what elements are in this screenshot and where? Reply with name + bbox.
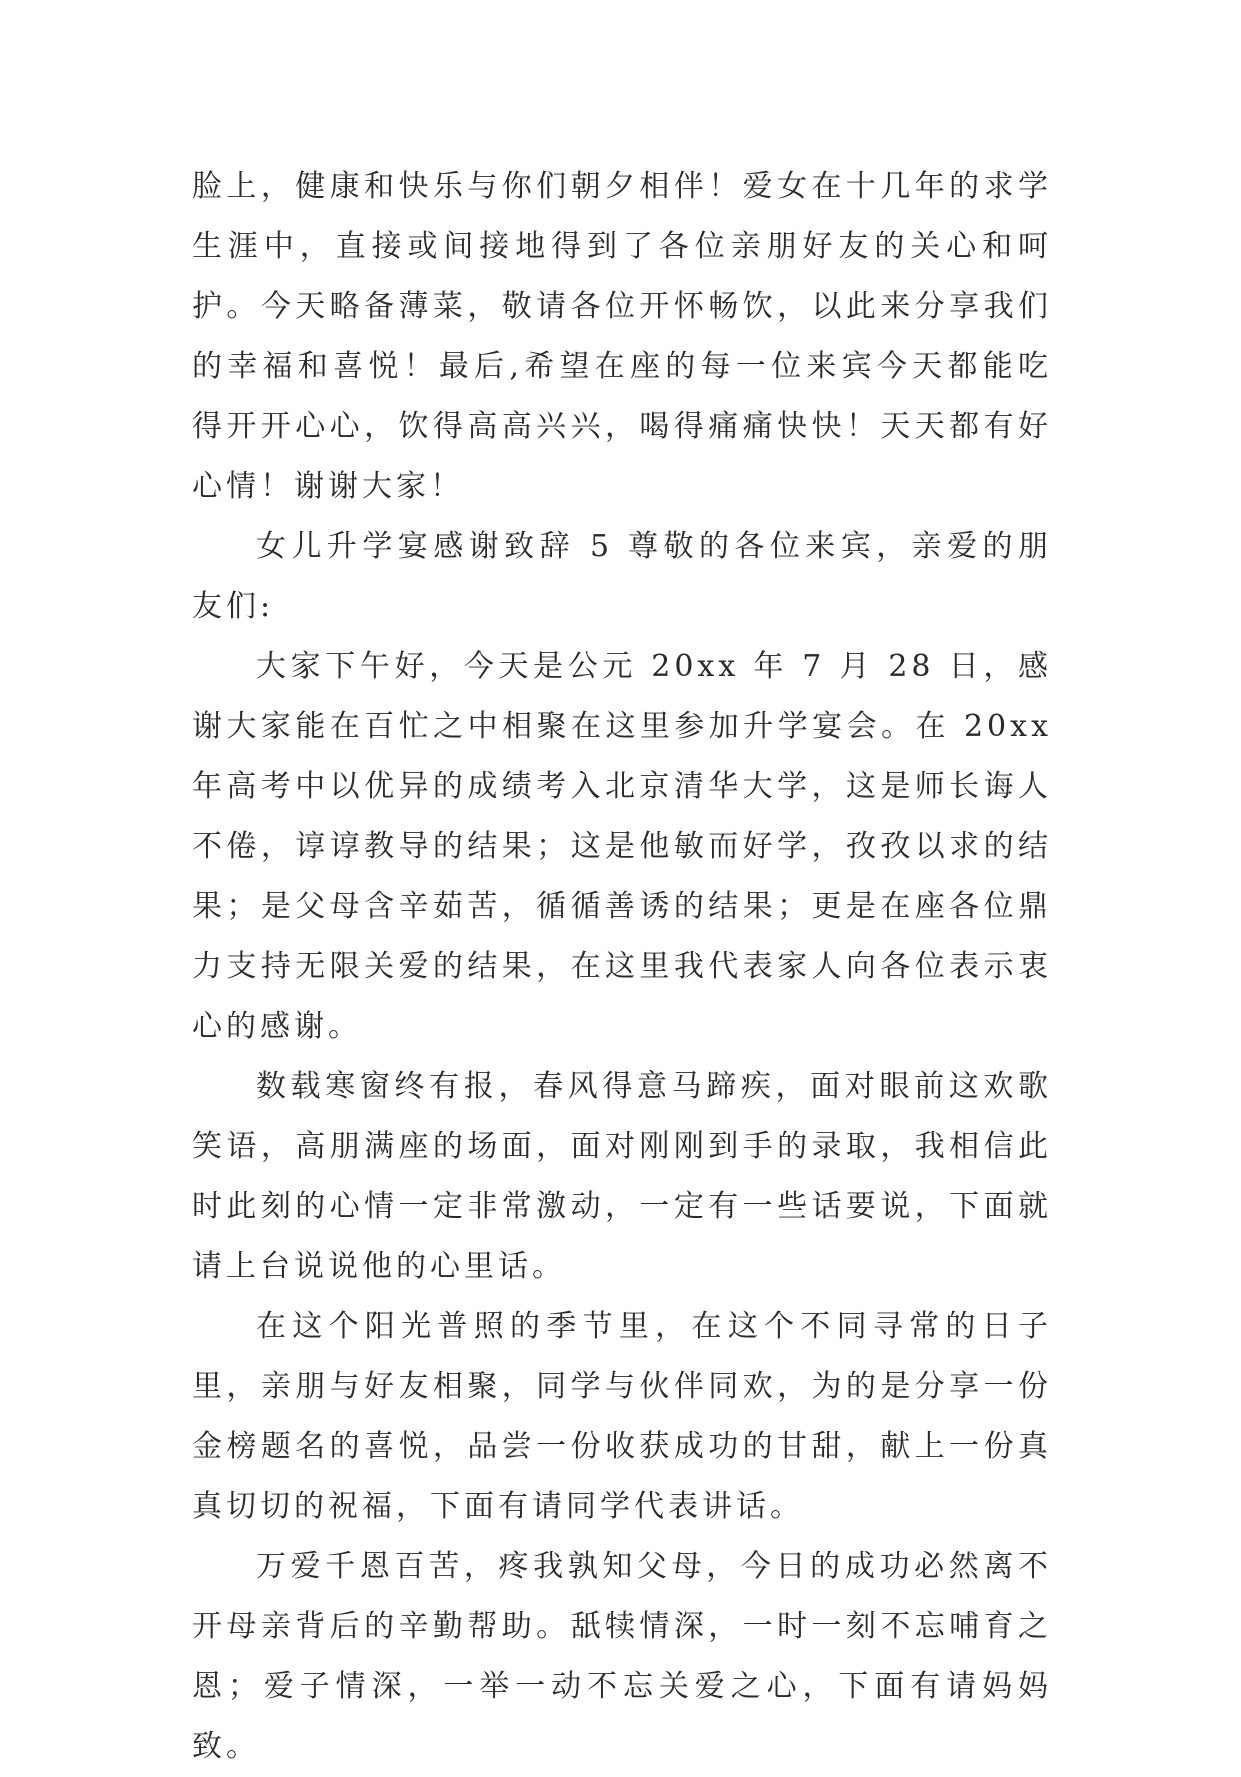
document-body — [192, 157, 1052, 1777]
paragraph-4: 数载寒窗终有报，春风得意马蹄疾，面对眼前这欢歌笑语，高朋满座的场面，面对刚刚到手的录取，我相信此时此刻的心情一定非常激动，一定有一些话要说，下面就请上台说说他的心里话。 — [192, 1069, 1052, 1284]
paragraph-6: 万爱千恩百苦，疼我孰知父母，今日的成功必然离不开母亲背后的辛勤帮助。舐犊情深，一时一刻不忘哺育之恩；爱子情深，一举一动不忘关爱之心，下面有请妈妈致。 — [192, 1549, 1052, 1764]
paragraph-1: 脸上，健康和快乐与你们朝夕相伴！爱女在十几年的求学生涯中，直接或间接地得到了各位亲朋好友的关心和呵护。今天略备薄菜，敬请各位开怀畅饮，以此来分享我们的幸福和喜悦！最后,希望在座的每一位来宾今天都能吃得开开心心，饮得高高兴兴，喝得痛痛快快！天天都有好心情！谢谢大家！ — [192, 169, 1052, 504]
paragraph-5: 在这个阳光普照的季节里，在这个不同寻常的日子里，亲朋与好友相聚，同学与伙伴同欢，为的是分享一份金榜题名的喜悦，品尝一份收获成功的甘甜，献上一份真真切切的祝福，下面有请同学代表讲话。 — [192, 1309, 1052, 1524]
paragraph-2: 女儿升学宴感谢致辞 5 尊敬的各位来宾，亲爱的朋友们: — [192, 529, 1052, 624]
paragraph-3: 大家下午好，今天是公元 20xx 年 7 月 28 日，感谢大家能在百忙之中相聚在这里参加升学宴会。在 20xx 年高考中以优异的成绩考入北京清华大学，这是师长诲人不倦，谆谆教导的结果；这是他敏而好学，孜孜以求的结果；是父母含辛茹苦，循循善诱的结果；更是在座各位鼎力支持无限关爱的结果，在这里我代表家人向各位表示衷心的感谢。 — [192, 649, 1052, 1044]
